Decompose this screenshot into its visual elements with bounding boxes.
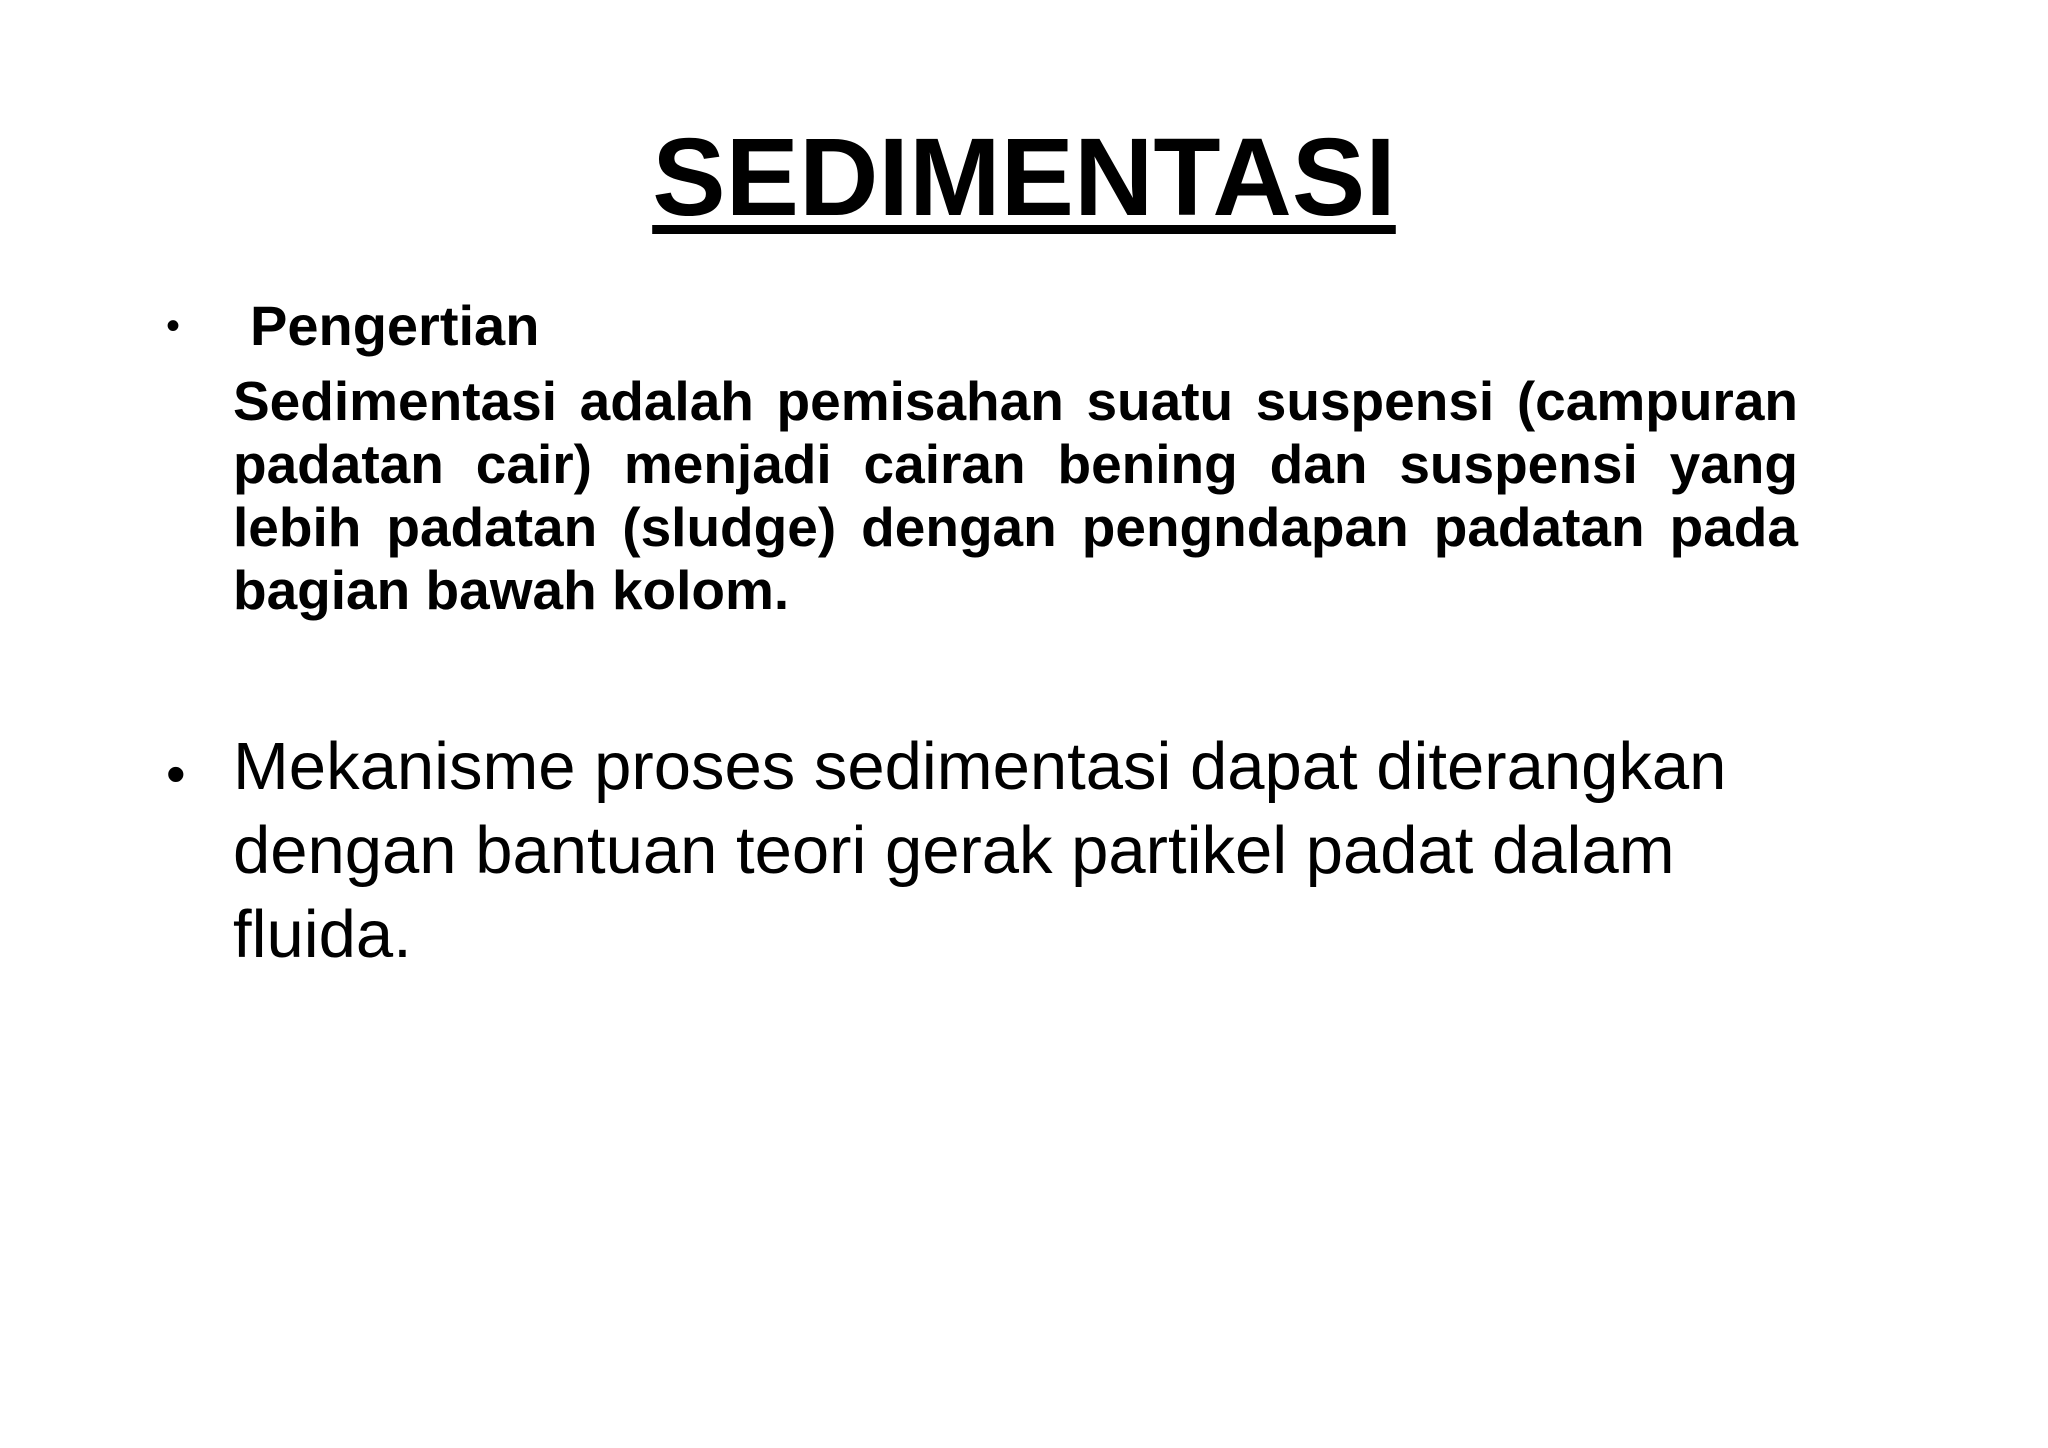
definition-paragraph: Sedimentasi adalah pemisahan suatu suspensi (campuran padatan cair) menjadi cairan bening dan suspensi yang lebih padatan (sludge) dengan pengndapan padatan pada bagian bawah kolom. <box>233 370 1798 621</box>
bullet-marker-1: • <box>166 304 181 348</box>
mechanism-paragraph: Mekanisme proses sedimentasi dapat diterangkan dengan bantuan teori gerak partikel padat dalam fluida. <box>233 729 1727 972</box>
bullet-heading-pengertian: Pengertian <box>250 294 540 357</box>
bullet-marker-2: • <box>166 742 186 805</box>
slide-title-text: SEDIMENTASI <box>652 116 1396 239</box>
slide-title <box>0 118 2048 238</box>
